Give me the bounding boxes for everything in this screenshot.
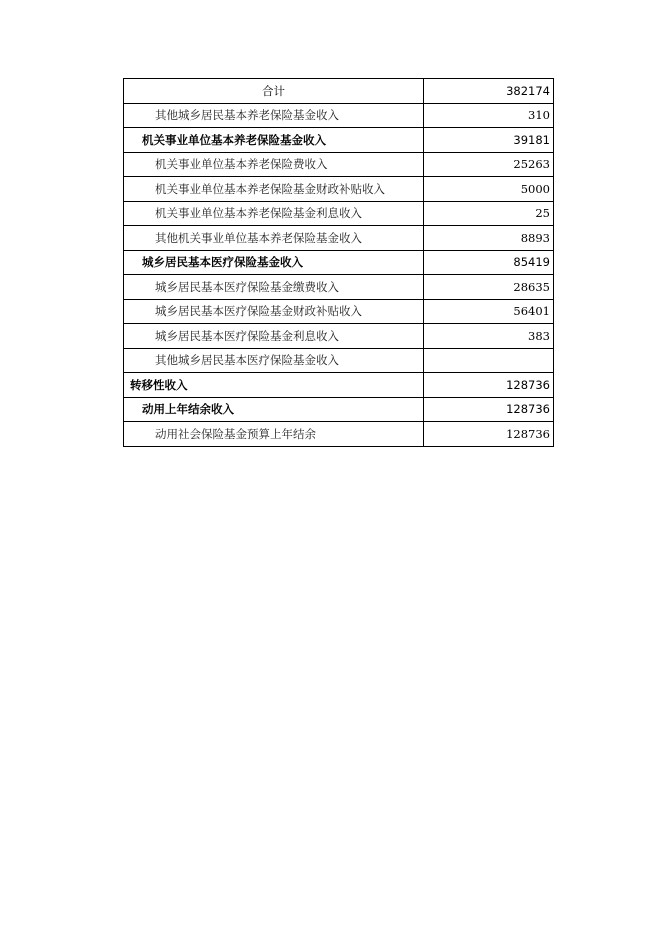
row-value: 85419 bbox=[424, 250, 554, 275]
table-row bbox=[124, 128, 554, 153]
row-value bbox=[424, 348, 554, 373]
table-row bbox=[124, 201, 554, 226]
row-value: 25 bbox=[424, 201, 554, 226]
row-value: 383 bbox=[424, 324, 554, 349]
row-value: 56401 bbox=[424, 299, 554, 324]
fund-income-sheet bbox=[123, 78, 553, 447]
row-value: 5000 bbox=[424, 177, 554, 202]
row-name: 合计 bbox=[124, 79, 424, 104]
row-name: 城乡居民基本医疗保险基金收入 bbox=[124, 250, 424, 275]
table-row bbox=[124, 299, 554, 324]
row-value: 128736 bbox=[424, 373, 554, 398]
row-name: 城乡居民基本医疗保险基金财政补贴收入 bbox=[124, 299, 424, 324]
row-value: 25263 bbox=[424, 152, 554, 177]
row-name: 机关事业单位基本养老保险基金财政补贴收入 bbox=[124, 177, 424, 202]
table-row-total bbox=[124, 79, 554, 104]
row-name: 其他机关事业单位基本养老保险基金收入 bbox=[124, 226, 424, 251]
row-name: 城乡居民基本医疗保险基金缴费收入 bbox=[124, 275, 424, 300]
row-value: 310 bbox=[424, 103, 554, 128]
row-name: 机关事业单位基本养老保险基金利息收入 bbox=[124, 201, 424, 226]
table-row bbox=[124, 275, 554, 300]
row-name: 动用社会保险基金预算上年结余 bbox=[124, 422, 424, 447]
row-name: 其他城乡居民基本医疗保险基金收入 bbox=[124, 348, 424, 373]
table-row bbox=[124, 397, 554, 422]
row-name: 转移性收入 bbox=[124, 373, 424, 398]
row-name: 机关事业单位基本养老保险费收入 bbox=[124, 152, 424, 177]
row-value: 39181 bbox=[424, 128, 554, 153]
table-row bbox=[124, 348, 554, 373]
row-value: 8893 bbox=[424, 226, 554, 251]
row-value: 28635 bbox=[424, 275, 554, 300]
table-row bbox=[124, 324, 554, 349]
fund-income-table bbox=[123, 78, 554, 447]
table-row bbox=[124, 177, 554, 202]
table-row bbox=[124, 250, 554, 275]
row-value: 382174 bbox=[424, 79, 554, 104]
row-name: 城乡居民基本医疗保险基金利息收入 bbox=[124, 324, 424, 349]
row-name: 机关事业单位基本养老保险基金收入 bbox=[124, 128, 424, 153]
table-row bbox=[124, 373, 554, 398]
table-row bbox=[124, 103, 554, 128]
row-name: 其他城乡居民基本养老保险基金收入 bbox=[124, 103, 424, 128]
table-row bbox=[124, 226, 554, 251]
row-value: 128736 bbox=[424, 397, 554, 422]
table-row bbox=[124, 152, 554, 177]
row-name: 动用上年结余收入 bbox=[124, 397, 424, 422]
row-value: 128736 bbox=[424, 422, 554, 447]
table-row bbox=[124, 422, 554, 447]
